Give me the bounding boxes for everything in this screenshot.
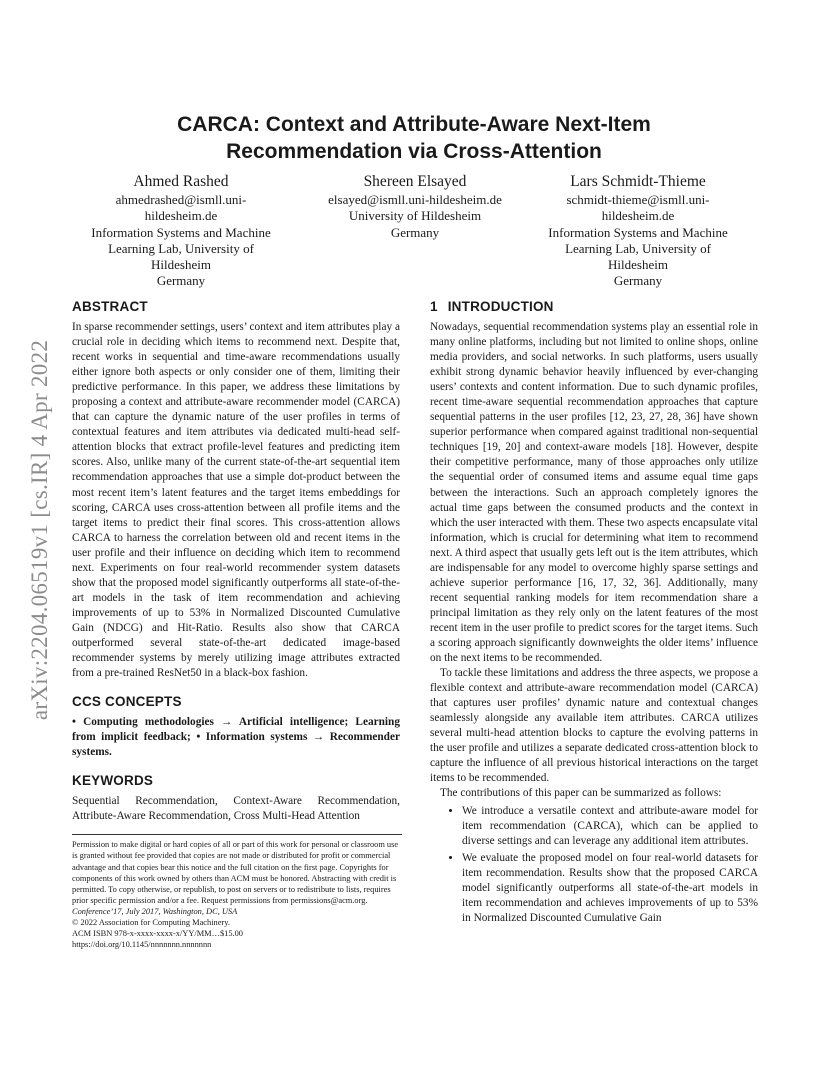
author-affiliation-2: Learning Lab, University of <box>565 240 711 256</box>
arxiv-identifier: arXiv:2204.06519v1 [cs.IR] 4 Apr 2022 <box>27 339 52 721</box>
author-block-2 <box>318 172 512 241</box>
intro-paragraph-2: To tackle these limitations and address the three aspects, we propose a flexible context and attribute-aware recommendation model (CARCA) that captures user profiles’ dynamic nature and contextual changes seamlessly alongside any available item attributes. CARCA utilizes several multi-head attention blocks to capture the evolving patterns in the user profile and utilizes a separate dedicated cross-attention block to capture the influence of all previous historical interactions on the target items to be recommended. <box>430 667 758 785</box>
intro-paragraph-3: The contributions of this paper can be summarized as follows: <box>440 787 722 800</box>
copyright-footnote <box>72 834 402 950</box>
permission-notice: Permission to make digital or hard copies of all or part of this work for personal or classroom use is granted without fee provided that copies are not made or distributed for profit or commercial advantage and that copies bear this notice and the full citation on the first page. Copyrights for components of this work owned by others than ACM must be honored. Abstracting with credit is permitted. To copy otherwise, or republish, to post on servers or to redistribute to lists, requires prior specific permission and/or a fee. Request permissions from permissions@acm.org. <box>72 840 399 905</box>
author-name: Ahmed Rashed <box>133 173 229 190</box>
author-affiliation-1: Information Systems and Machine <box>91 224 271 240</box>
contributions-list <box>430 804 758 926</box>
right-column <box>430 298 758 926</box>
arxiv-sidebar <box>20 300 60 760</box>
intro-paragraph-1: Nowadays, sequential recommendation systems play an essential role in many online platforms, including but not limited to online shops, online media providers, and social networks. In such platforms, users usually exhibit strong dynamic behavior heavily influenced by ever-changing users’ contexts and content information. Due to such dynamic profiles, recent time-aware sequential recommendation approaches that capture sequential patterns in the user profiles [12, 23, 27, 28, 36] have shown superior performance when compared against traditional non-sequential techniques [19, 20] and context-aware models [18]. However, despite their competitive performance, many of those approaches only utilize the sequential order of consumed items and assume equal time gaps between the interactions. Such an approach completely ignores the actual time gaps between the consumed products and the context in which the user interacted with them. These two aspects encapsulate vital information, which is crucial for determining what item to recommend next. A third aspect that usually gets left out is the item attributes, which are indispensable for any model to overcome highly sparse settings and achieve superior performance [16, 17, 32, 36]. Additionally, many recent sequential ranking models for item recommendation share a principal limitation as they rely only on the latent features of the most recent item in the user profile to predict scores for the target items. Such a scoring approach significantly downweights the older items’ influence on the next items to be recommended. <box>430 321 758 665</box>
title-line-1: CARCA: Context and Attribute-Aware Next-Item <box>177 113 651 136</box>
contribution-item: • We introduce a versatile context and attribute-aware model for item recommendation (CARCA), which can be applied to diverse settings and can leverage any additional item attributes. <box>462 804 758 849</box>
author-country: Germany <box>156 273 206 289</box>
paper-title <box>100 111 728 165</box>
doi-link[interactable]: https://doi.org/10.1145/nnnnnnn.nnnnnnn <box>72 940 212 950</box>
author-block-3 <box>538 172 738 290</box>
author-email-2: hildesheim.de <box>601 208 675 224</box>
keywords-heading: KEYWORDS <box>72 773 154 789</box>
abstract-text: In sparse recommender settings, users’ context and item attributes play a crucial role in deciding which items to recommend next. Despite that, recent works in sequential and time-aware recommendations usually either ignore both aspects or only consider one of them, limiting their predictive performance. In this paper, we address these limitations by proposing a context and attribute-aware recommender model (CARCA) that can capture the dynamic nature of the user profiles in terms of contextual features and item attributes via dedicated multi-head self-attention blocks that extract profile-level features and predicting item scores. Also, unlike many of the current state-of-the-art sequential item recommendation approaches that use a simple dot-product between the most recent item’s latent features and the target items embeddings for scoring, CARCA uses cross-attention between all profile items and the target items to predict their final scores. This cross-attention allows CARCA to harness the correlation between old and recent items in the user profile and their influence on deciding which item to recommend next. Experiments on four real-world recommender system datasets show that the proposed model significantly outperforms all state-of-the-art models in the task of item recommendation and achieving improvements of up to 53% in Normalized Discounted Cumulative Gain (NDCG) and Hit-Ratio. Results also show that CARCA outperformed several state-of-the-art dedicated image-based recommender systems by merely utilizing image attributes extracted from a pre-trained ResNet50 in a black-box fashion. <box>72 321 400 680</box>
copyright-line: © 2022 Association for Computing Machinery. <box>72 918 230 928</box>
author-email: elsayed@ismll.uni-hildesheim.de <box>328 192 502 207</box>
author-affiliation-3: Hildesheim <box>608 257 668 273</box>
author-affiliation-3: Hildesheim <box>151 257 211 273</box>
author-affiliation-1: Information Systems and Machine <box>548 224 728 240</box>
left-column <box>72 298 400 950</box>
section-number: 1 <box>430 299 438 314</box>
keywords-text: Sequential Recommendation, Context-Aware Recommendation, Attribute-Aware Recommendation, Cross Multi-Head Attention <box>72 795 400 823</box>
introduction-heading <box>430 298 758 315</box>
author-email-1: ahmedrashed@ismll.uni- <box>115 192 247 207</box>
author-name: Shereen Elsayed <box>363 173 467 190</box>
author-email-1: schmidt-thieme@ismll.uni- <box>566 192 710 207</box>
author-email-2: hildesheim.de <box>144 208 218 224</box>
author-affiliation: University of Hildesheim <box>348 208 482 224</box>
ccs-text: • Computing methodologies → Artificial intelligence; Learning from implicit feedback; • Information systems → Recommender systems. <box>72 716 400 759</box>
ccs-heading: CCS CONCEPTS <box>72 694 182 710</box>
author-affiliation-2: Learning Lab, University of <box>108 240 254 256</box>
abstract-heading: ABSTRACT <box>72 299 148 314</box>
section-title: INTRODUCTION <box>447 299 554 314</box>
contribution-item: • We evaluate the proposed model on four real-world datasets for item recommendation. Results show that the proposed CARCA model significantly outperforms all state-of-the-art models in item recommendation and achieves improvements of up to 53% in Normalized Discounted Cumulative Gain <box>462 851 758 926</box>
author-country: Germany <box>613 273 663 289</box>
isbn-line: ACM ISBN 978-x-xxxx-xxxx-x/YY/MM…$15.00 <box>72 929 243 939</box>
title-line-2: Recommendation via Cross-Attention <box>226 140 602 163</box>
author-name: Lars Schmidt-Thieme <box>570 173 706 190</box>
conference-info: Conference’17, July 2017, Washington, DC, USA <box>72 906 238 916</box>
author-country: Germany <box>390 224 440 240</box>
author-block-1 <box>86 172 276 290</box>
